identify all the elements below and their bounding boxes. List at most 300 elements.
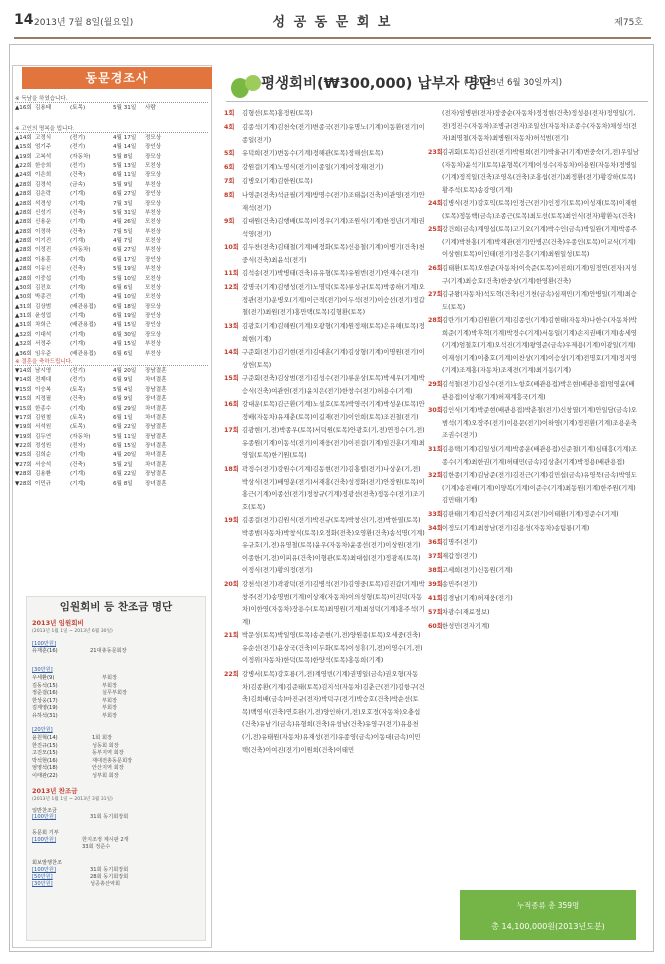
wedding-row [15, 394, 210, 403]
condolence-place: 부친상 [145, 209, 162, 216]
class-year: 11회 [224, 270, 239, 277]
condolence-date: 6월 17일 [113, 256, 137, 263]
condolence-row [15, 320, 210, 329]
member-entry [224, 268, 426, 281]
member-names: 김태환(토목)오현준(자동차)이숙준(토목)이진희(기계)임정연(전자)지성구(기계)최승호(건축)한중상(기계)한영환(건축) [442, 265, 637, 285]
member-entry [224, 242, 426, 267]
donor-title: 임원회비 등 찬조금 명단 [59, 601, 173, 613]
wedding-place: 차녀결혼 [145, 414, 167, 421]
member-entry [428, 224, 640, 262]
member-names: 김종걸(전기)김원식(전기)박진규(토목)박창신(기,전)박한열(토목)박종범(자동차)박창식(토목)오정화(전축)오영환(건축)송석명(기계)유규호(기,전)유영철(토목)윤우(자동차)윤종선(전기)이상원(전기)이종한(기,전)이피유(건축)이형관(토목)최대섭(전기)정광록(토목)이정식(전기)황의정(전기) [242, 517, 425, 575]
wedding-place: 장녀결혼 [145, 443, 167, 450]
member-entry [428, 593, 640, 606]
condolence-row [15, 189, 210, 198]
wedding-row [15, 469, 210, 478]
class-year: 57회 [428, 609, 443, 616]
member-entry [224, 108, 426, 121]
condolence-note: ※ 고인의 명복을 빕니다. [15, 126, 75, 132]
condolence-date: 6월 19일 [113, 313, 137, 320]
donor-name: 한진규(15) [32, 742, 58, 749]
donor-section-period: (2013년 1월 1일 ~ 2013년 3월 31일) [32, 797, 113, 802]
wedding-place: 차녀결혼 [145, 452, 167, 459]
condolence-date: 6월 18일 [113, 303, 137, 310]
wedding-name: 서석원 [35, 424, 52, 431]
condolence-name: 한승희 [35, 163, 52, 170]
condolence-place: 모친상 [145, 163, 162, 170]
condolence-name: 이중섭 [35, 275, 52, 282]
condolence-date: 5월 10일 [113, 275, 137, 282]
class-year: 33회 [428, 511, 443, 518]
condolence-row [15, 302, 210, 311]
donor-position: 부회장 [102, 713, 118, 719]
condolence-dept: (자동차) [70, 247, 91, 254]
member-entry [224, 399, 426, 424]
donor-position: 부회장 [102, 705, 118, 712]
class-year: 36회 [428, 539, 443, 546]
member-entry [224, 321, 426, 346]
donor-name: 박석현(16) [32, 757, 58, 764]
condolence-place: 장인상 [145, 313, 162, 320]
member-entry [224, 515, 426, 578]
class-year: 30회 [428, 407, 443, 414]
member-names: 김귀회(토목)김선진(전기)박원희(전기)박율규(기계)변중숙(기,전)우일남(자동차)윤석기(토목)윤형복(기계)이성수(자동차)이용원(자동차)정병일(기계)정직일(건축)조영옥(건축)조홍섭(전기)최정환(전기)황강하(토목)황주석(토목)송강영(기계) [442, 149, 639, 194]
issue-number: 제75호 [614, 18, 643, 28]
donor-name: 윤원혁(14) [32, 735, 58, 741]
wedding-row [15, 432, 210, 441]
donor-group: [20만원] [32, 727, 53, 733]
condolence-row [15, 236, 210, 245]
condolence-dept: (전기) [70, 144, 86, 151]
member-names: 강병서(토목)강호룡(기,전)계영빈(기계)권명일(금속)권오형(자동차)김종환(기계)김준태(토목)김지석(자동차)김춘근(전기)김항구(건축)김희배(금속)마진규(전자)박덕구(전기)박승호(건축)박순선(토목)백영식(건축)연호완(기,전)양인하(기,전)오호정(자동차)오충섭(건축)유남기(금속)유형희(건축)유성남(건축)유영구(전기)유용천(기,전)유태원(자동차)유재성(전기)유종영(금속)이동대(금속)이민택(건축)이여진(전기)이원희(건축)이태민 [242, 671, 425, 754]
class-year: 8회 [224, 192, 235, 199]
wedding-row [15, 385, 210, 394]
member-names: 박문성(토목)박일영(토목)송준현(기,전)양원종(토목)오세중(건축)유순선(전기)윤상국(건축)이두화(토목)이성휴(기,전)이영수(기,전)이정위(자동차)한덕(토목)한양석(토목)홍동희(기계) [242, 632, 423, 665]
condolence-name: 윤성업 [35, 313, 52, 320]
donor-position: 28회 동기회장회 [90, 874, 129, 881]
condolence-name: 김진호 [35, 284, 52, 291]
condolence-name: 이용훈 [35, 256, 52, 263]
condolence-name: 서정주 [35, 341, 52, 348]
condolence-row [15, 283, 210, 292]
wedding-date: 6월 8일 [113, 480, 133, 487]
condolence-date: 4월 26일 [113, 219, 137, 226]
condolence-place: 정모상 [145, 135, 162, 141]
class-year: 10회 [224, 244, 239, 251]
condolence-name: 이유신 [35, 266, 52, 273]
condolence-name: 신용운 [35, 219, 52, 226]
condolence-mark: ▲22회 [15, 163, 32, 170]
condolence-row [15, 245, 210, 254]
condolence-row [15, 142, 210, 151]
member-names: 김명주(전기) [442, 539, 478, 546]
condolence-dept: (기계) [70, 200, 86, 207]
donor-group: [50만원] [32, 874, 53, 881]
wedding-name: 이민규 [35, 480, 52, 487]
member-names: 강원걸(기계)노명식(전기)이종일(기계)이장재(전기) [242, 164, 384, 171]
condolence-mark: ▲28회 [15, 266, 32, 273]
donor-position: 31회 동기회장회 [90, 814, 129, 820]
member-names: (전자)임병편(전자)장중순(자동차)정정현(건축)정성용(전자)정영일(기,전)정진수(자동차)조병규(전자)조일선(자동차)조종수(자동차)채성석(전자)최명철(자동차)최병원(자동차)허석범(전기) [442, 110, 637, 143]
class-year: 14회 [224, 349, 239, 356]
condolence-mark: ▲19회 [15, 153, 32, 160]
condolence-date: 7월 3일 [113, 200, 133, 207]
member-names: 김용택(기계)김일성(기계)박종운(배관용접)신준철(기계)심태흥(기계)조종수(기계)최한권(기계)허태민(금속)김상춘(기계)박정용(배관용접) [442, 446, 637, 466]
wedding-mark: ▼19회 [15, 424, 32, 431]
birth-dept: (토목) [70, 105, 86, 111]
wedding-name: 지정필 [35, 396, 52, 403]
class-year: 18회 [224, 466, 239, 473]
wedding-name: 김두연 [35, 433, 52, 440]
condolence-place: 장모상 [145, 200, 162, 207]
wedding-name: 한종수 [35, 405, 52, 412]
wedding-dept: (전자) [70, 443, 86, 450]
donor-position: 성공총산악회 [90, 881, 121, 888]
condolence-row [15, 292, 210, 301]
member-names: 강천석(전기)곽광덕(전기)김병석(전기)김영중(토목)김진갑(기계)박창주(전기)송명범(기계)이상재(자동차)이의성형(토목)이진덕(자동차)이한영(자동차)장용수(토목)최명원(기계)최성덕(기계)홍주석(기계) [242, 581, 425, 626]
donor-position: 부회장 [102, 675, 118, 681]
donor-name: 이태관(22) [32, 773, 58, 779]
condolence-row [15, 133, 210, 142]
member-entry [428, 607, 640, 620]
condolence-place: 모친상 [145, 294, 162, 301]
condolence-dept: (기계) [70, 294, 86, 301]
member-names: 강대운(토목)김근환(기계)노설호(토목)박영곡(기계)박성운(토목)안정배(자동차)유재춘(토목)이길재(전기)이인희(토목)조진철(전기) [242, 401, 425, 421]
member-entry [428, 198, 640, 223]
wedding-place: 장남결혼 [145, 471, 167, 478]
condolence-name: 이은희 [35, 172, 52, 179]
condolence-mark: ▲28회 [15, 275, 32, 282]
birth-name: 김용태 [35, 105, 52, 111]
member-names: 김대원(건축)김행배(토목)이경우(기계)조원식(기계)한정년(기계)권석영(전기) [242, 218, 425, 238]
wedding-dept: (기계) [70, 471, 86, 478]
wedding-dept: (토목) [70, 414, 86, 421]
condolence-name: 이대석 [35, 331, 52, 338]
condolence-date: 6월 27일 [113, 191, 137, 198]
title-rule [226, 101, 648, 102]
donor-group-label: 일반찬조금 [32, 808, 58, 814]
wedding-name: 김원철 [35, 414, 52, 421]
member-entry [428, 579, 640, 592]
condolence-row [15, 264, 210, 273]
donor-name: 고진모(15) [32, 750, 58, 757]
condolence-date: 4월 15일 [113, 322, 137, 329]
condolence-place: 부친상 [145, 181, 162, 188]
member-entry [428, 565, 640, 578]
condolence-place: 장모상 [145, 331, 162, 338]
condolence-mark: ▲28회 [15, 219, 32, 226]
donor-section-title: 2013년 찬조금 [32, 787, 78, 795]
member-entry [224, 464, 426, 514]
total-box [460, 890, 636, 940]
wedding-place: 장녀결혼 [145, 396, 167, 403]
member-names: 한성민(전자기계) [442, 623, 490, 630]
donor-name: 유재훈(16) [32, 648, 58, 654]
condolence-mark: ▲30회 [15, 294, 32, 301]
class-year: 7회 [224, 178, 235, 185]
condolence-date: 4월 17일 [113, 135, 137, 141]
member-entry [428, 263, 640, 288]
wedding-place: 장남결혼 [145, 386, 167, 393]
wedding-name: 남시영 [35, 368, 52, 374]
wedding-mark: ▼27회 [15, 461, 32, 468]
donor-position: 재대전총동문회장 [92, 757, 133, 764]
page-number: 14 [14, 12, 34, 28]
condolence-mark: ▲28회 [15, 256, 32, 263]
wedding-date: 6월 9일 [113, 377, 133, 384]
condolence-mark: ▲24회 [15, 172, 32, 179]
condolence-place: 부친상 [145, 341, 162, 348]
condolence-date: 4월 7일 [113, 238, 133, 245]
condolence-row [15, 180, 210, 189]
member-names: 김석철(전기)김성수(전기)노항호(배관용접)박은현(배관용접)엄영윤(배관용접)이상재(기계)허재계흥국(기계) [442, 381, 635, 401]
condolence-name: 신성기 [35, 209, 52, 216]
wedding-place: 장남결혼 [145, 433, 167, 440]
member-names: 구준회(전기)김기현(전기)김대훈(기계)김상형(기계)이명원(전기)이상헌(토목) [242, 349, 425, 369]
donor-position: 동부지역 회장 [92, 750, 124, 757]
wedding-place: 차녀결혼 [145, 461, 167, 468]
member-names: 김판태(기계)김석중(기계)김지호(전기)이태환(기계)정준수(기계) [442, 511, 619, 518]
condolence-dept: (건축) [70, 228, 86, 235]
wedding-place: 장녀결혼 [145, 480, 167, 487]
donor-group: [100만원] [32, 814, 56, 820]
condolence-dept: (기계) [70, 331, 86, 338]
condolence-row [15, 311, 210, 320]
condolence-date: 4월 10일 [113, 294, 137, 301]
wedding-name: 정성원 [35, 443, 52, 450]
condolence-date: 4월 14일 [113, 144, 137, 151]
wedding-mark: ▼14회 [15, 377, 32, 384]
donor-position: 실무부회장 [102, 690, 128, 697]
wedding-mark: ▼15회 [15, 405, 32, 412]
wedding-place: 차녀결혼 [145, 405, 167, 412]
condolence-row [15, 161, 210, 170]
condolence-mark: ▲31회 [15, 322, 32, 329]
wedding-row [15, 422, 210, 431]
class-year: 5회 [224, 150, 235, 157]
donor-position: 1회 회장 [92, 735, 112, 741]
wedding-dept: (자동차) [70, 433, 91, 440]
condolence-mark: ▲32회 [15, 331, 32, 338]
condolence-dept: (배관용접) [70, 350, 96, 357]
wedding-row [15, 413, 210, 422]
wedding-place: 차녀결혼 [145, 377, 167, 384]
condolence-dept: (금속) [70, 181, 86, 188]
condolence-place: 모친상 [145, 238, 162, 245]
donor-position: 안산지역 회장 [92, 765, 124, 772]
donor-name: 김동석(15) [32, 682, 58, 689]
donor-name: 한상웅(17) [32, 697, 58, 704]
condolence-date: 6월 6일 [113, 350, 133, 357]
member-names: 김종석(기계)김천숙(전기)변종국(전기)유명노(기계)이동환(전기)이종일(전기) [242, 124, 425, 144]
condolence-place: 장모상 [145, 172, 162, 179]
member-entry [428, 405, 640, 443]
condolence-name: 고정식 [35, 135, 52, 141]
member-names: 강건희(금속)계영섭(토목)고기오(기계)박수인(금속)박일완(기계)박종주(기계)박찬홍(기계)박재관(전기)안병곤(건축)우종인(토목)이교식(기계)이상현(토목)이인태(전기)정은흥(기계)최원일성(토목) [442, 226, 637, 259]
condolence-date: 5월 19일 [113, 266, 137, 273]
member-entry [428, 147, 640, 197]
member-entry [224, 176, 426, 189]
wedding-row [15, 441, 210, 450]
wedding-row [15, 404, 210, 413]
condolence-mark: ▲31회 [15, 313, 32, 320]
member-names: 유덕희(전기)변동수(기계)정해관(토목)정해선(토목) [242, 150, 384, 157]
member-names: 김병오(기계)김한원(토목) [242, 178, 313, 185]
condolence-mark: ▲28회 [15, 181, 32, 188]
condolence-mark: ▲14회 [15, 135, 32, 141]
member-names: 김인식(기계)박준현(배관용접)박춘철(전기)신창열(기계)안일담(금속)오범석(기계)오장주(전기)이용문(전기)이하영(기계)정진환(기계)조용운축조권수(전기) [442, 407, 637, 440]
condolence-name: 이정하 [35, 228, 52, 235]
total-count: 누적종류 총 359명 [516, 901, 580, 910]
condolence-dept: (건축) [70, 209, 86, 216]
donor-group: [100만원] [32, 837, 56, 843]
wedding-date: 5월 11일 [113, 433, 137, 440]
condolence-row [15, 330, 210, 339]
donor-section-title: 2013년 임원회비 [32, 619, 84, 627]
class-year: 17회 [224, 427, 239, 434]
wedding-date: 4월 20일 [113, 452, 137, 459]
member-names: 김경남(기계)허재웅(전기) [442, 595, 513, 602]
wedding-dept: (토목) [70, 424, 86, 431]
condolence-mark: ▲28회 [15, 238, 32, 245]
condolence-dept: (기계) [70, 256, 86, 263]
condolence-name: 이정진 [35, 247, 52, 254]
condolence-mark: ▲32회 [15, 341, 32, 348]
member-names: 김두찬(전축)김태철(기계)배정화(토목)신용철(기계)이병기(건축)천중식(건축)최윤석(전기) [242, 244, 425, 264]
member-entry [224, 425, 426, 463]
condolence-dept: (기계) [70, 341, 86, 348]
condolence-name: 이기진 [35, 238, 52, 245]
header-rule [14, 37, 651, 39]
wedding-mark: ▼25회 [15, 452, 32, 459]
condolence-place: 장모상 [145, 153, 162, 160]
condolence-dept: (건축) [70, 266, 86, 273]
condolence-dept: (기계) [70, 313, 86, 320]
condolence-place: 장인상 [145, 322, 162, 329]
wedding-date: 4월 20일 [113, 368, 137, 374]
donor-position: 21대총동문회장 [90, 648, 127, 654]
member-names: 김란기(기계)김원환(기계)김종인(기계)김현태(자동차)나한수(자동차)박희준(기계)박후혁(기계)박정수(기계)서동일(기계)손지권배(기계)송세영(기계)엄철호(기계)오석진(기계)왕영준(금속)우제용(기계)이광일(기계)이재성(기계)이충호(기계)이찬상(기계)이승상(기계)전명호(기계)정지영(기계)조계홍(자동차)조재전(기계)최기동(기계) [442, 317, 637, 375]
wedding-dept: (전기) [70, 377, 86, 384]
member-names: 이정도(기계)최창남(전기)김용성(자동차)송팀룡(기계) [442, 525, 590, 532]
main-subtitle: (~2013년 6월 30일까지) [464, 78, 563, 88]
class-year: 16회 [224, 401, 239, 408]
condolence-name: 석경성 [35, 200, 52, 207]
wedding-place: 장남결혼 [145, 368, 167, 374]
condolence-dept: (기계) [70, 238, 86, 245]
wedding-row [15, 366, 210, 375]
member-entry [224, 630, 426, 668]
condolence-date: 5월 31일 [113, 209, 137, 216]
class-year: 32회 [428, 472, 443, 479]
class-year: 19회 [224, 517, 239, 524]
class-year: 9회 [224, 218, 235, 225]
wedding-dept: (건축) [70, 461, 86, 468]
donor-position: 33회 정준수 [82, 844, 111, 850]
class-year: 12회 [224, 284, 239, 291]
donor-group-label: 동문회 기부 [32, 830, 59, 836]
wedding-dept: (전기) [70, 368, 86, 374]
condolence-dept: (배관용접) [70, 303, 96, 310]
class-year: 25회 [428, 226, 443, 233]
condolence-dept: (기계) [70, 275, 86, 282]
member-entry [224, 579, 426, 629]
donor-group: [30만원] [32, 667, 53, 673]
class-year: 20회 [224, 581, 239, 588]
member-names: 김광현(기,전)박종우(토목)서덕원(토목)안광호(기,전)연정수(기,전)유종원(기계)이동석(전기)이재웅(전기)이진걸(기계)임건훈(기계)최영일(토목)한기원(토목) [242, 427, 425, 460]
condolence-row [15, 199, 210, 208]
class-year: 39회 [428, 581, 443, 588]
wedding-date: 6월 9일 [113, 396, 133, 403]
wedding-date: 5월 4일 [113, 386, 133, 393]
condolence-name: 김경석 [35, 181, 52, 188]
member-entry [428, 523, 640, 536]
class-year: 27회 [428, 291, 443, 298]
wedding-mark: ▼22회 [15, 443, 32, 450]
class-year: 4회 [224, 124, 235, 131]
member-entry [428, 289, 640, 314]
condolence-place: 모친상 [145, 219, 162, 226]
wedding-date: 6월 22일 [113, 424, 137, 431]
condolence-dept: (건축) [70, 172, 86, 179]
condolence-dept: (배관용접) [70, 322, 96, 329]
condolence-name: 김은락 [35, 191, 52, 198]
condolence-name: 박종건 [35, 294, 52, 301]
wedding-row [15, 450, 210, 459]
condolence-mark: ▲36회 [15, 350, 32, 357]
condolence-row [15, 274, 210, 283]
class-year: 1회 [224, 110, 235, 117]
class-year: 6회 [224, 164, 235, 171]
donor-group: [30만원] [32, 881, 53, 888]
condolence-row [15, 339, 210, 348]
condolence-place: 장모상 [145, 303, 162, 310]
member-entry [224, 148, 426, 161]
member-names: 김석송(전기)박병태(건축)유유형(토목)유원번(전기)안재수(전기) [242, 270, 419, 277]
condolence-dept: (전기) [70, 163, 86, 170]
condolence-row [15, 152, 210, 161]
member-names: 강명국(기계)김행성(전기)노명덕(토목)류성규(토목)박종하(기계)오정관(전기)운병오(기계)이근적(전기)이두석(전기)이승선(전기)정갑철(전기)최원(전기)홍만택(토목)김형환(토목) [242, 284, 425, 317]
wedding-dept: (건축) [70, 396, 86, 403]
wedding-row [15, 460, 210, 469]
total-amount: 총 14,100,000원(2013년도분) [491, 922, 605, 931]
condolence-place: 부친상 [145, 350, 162, 357]
condolence-name: 엄기주 [35, 144, 52, 151]
condolence-place: 부친상 [145, 247, 162, 254]
condolence-mark: ▲31회 [15, 303, 32, 310]
class-year: 41회 [428, 595, 443, 602]
member-names: 김한종(기계)김남준(전기)김진근(기계)김민섭(금속)유영묵(금속)박영도(기계)송진배(기계)이양복(기계)이준수(기계)최동원(기계)한주원(기계)김민태(기계) [442, 472, 637, 505]
donor-position: 성부회 회장 [92, 773, 119, 779]
condolence-place: 장인상 [145, 191, 162, 198]
wedding-mark: ▼28회 [15, 471, 32, 478]
donor-position: 한지조정 계시판 2개 [82, 837, 129, 843]
member-entry [224, 282, 426, 320]
wedding-name: 서승석 [35, 461, 52, 468]
class-year: 22회 [224, 671, 239, 678]
wedding-mark: ▼14회 [15, 368, 32, 374]
condolence-name: 고복석 [35, 153, 52, 160]
member-names: 김광호(기계)김해원(기계)오광형(기계)원정채(토목)은유해(토목)정희현(기계) [242, 323, 425, 343]
condolence-dept: (기계) [70, 191, 86, 198]
class-year: 60회 [428, 623, 443, 630]
wedding-date: 6월 29일 [113, 405, 137, 412]
member-entry [428, 470, 640, 508]
donor-group: [100만원] [32, 641, 56, 647]
member-entry [224, 669, 426, 757]
birth-note: ※ 득남을 하였습니다. [15, 96, 68, 102]
class-year: 38회 [428, 567, 443, 574]
condolence-mark: ▲28회 [15, 228, 32, 235]
